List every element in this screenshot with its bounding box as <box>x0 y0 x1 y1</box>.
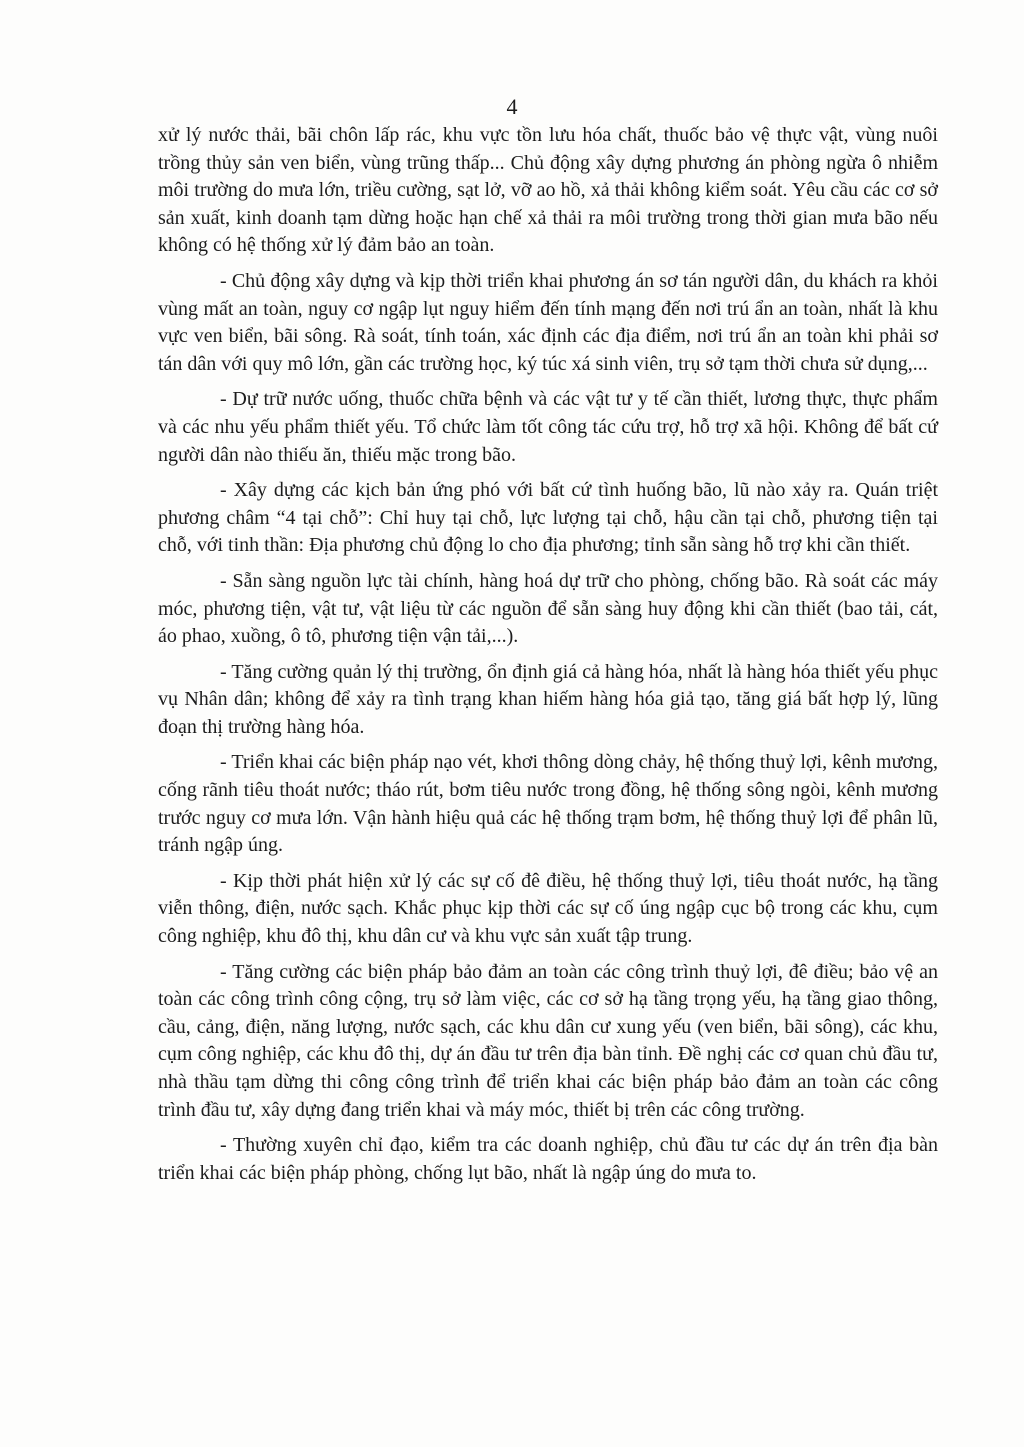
paragraph-inspection: - Thường xuyên chỉ đạo, kiểm tra các doanh nghiệp, chủ đầu tư các dự án trên địa bàn triển khai các biện pháp phòng, chống lụt bão, nhất là ngập úng do mưa to. <box>158 1134 938 1184</box>
paragraph-financial-resources: - Sẵn sàng nguồn lực tài chính, hàng hoá dự trữ cho phòng, chống bão. Rà soát các máy móc, phương tiện, vật tư, vật liệu từ các nguồn để sẵn sàng huy động khi cần thiết (bao tải, cát, áo phao, xuồng, ô tô, phương tiện vận tải,...). <box>158 569 938 648</box>
paragraph-market-management: - Tăng cường quản lý thị trường, ổn định giá cả hàng hóa, nhất là hàng hóa thiết yếu phục vụ Nhân dân; không để xảy ra tình trạng khan hiếm hàng hóa giả tạo, tăng giá bất hợp lý, lũng đoạn thị trường hàng hóa. <box>158 660 938 738</box>
paragraph-infrastructure-safety: - Tăng cường các biện pháp bảo đảm an toàn các công trình thuỷ lợi, đê điều; bảo vệ an toàn các công trình công cộng, trụ sở làm việc, các cơ sở hạ tầng trọng yếu, hạ tầng giao thông, cầu, cảng, điện, năng lượng, nước sạch, các khu dân cư xung yếu (ven biển, bãi sông), các khu, cụm công nghiệp, các khu đô thị, dự án đầu tư trên địa bàn tỉnh. Đề nghị các cơ quan chủ đầu tư, nhà thầu tạm dừng thi công công trình để triển khai các biện pháp bảo đảm an toàn các công trình đầu tư, xây dựng đang triển khai và máy móc, thiết bị trên các công trường. <box>158 960 938 1121</box>
paragraph-drainage: - Triển khai các biện pháp nạo vét, khơi thông dòng chảy, hệ thống thuỷ lợi, kênh mương, cống rãnh tiêu thoát nước; tháo rút, bơm tiêu nước trong đồng, hệ thống sông ngòi, kênh mương trước nguy cơ mưa lớn. Vận hành hiệu quả các hệ thống trạm bơm, hệ thống thuỷ lợi để phân lũ, tránh ngập úng. <box>158 751 938 857</box>
paragraph-incident-response: - Kịp thời phát hiện xử lý các sự cố đê điều, hệ thống thuỷ lợi, tiêu thoát nước, hạ tầng viễn thông, điện, nước sạch. Khắc phục kịp thời các sự cố úng ngập cục bộ trong các khu, cụm công nghiệp, khu đô thị, khu dân cư và khu vực sản xuất tập trung. <box>158 869 938 948</box>
paragraph-environment-continuation: xử lý nước thải, bãi chôn lấp rác, khu vực tồn lưu hóa chất, thuốc bảo vệ thực vật, vùng nuôi trồng thủy sản ven biển, vùng trũng thấp... Chủ động xây dựng phương án phòng ngừa ô nhiễm môi trường do mưa lớn, triều cường, sạt lở, vỡ ao hồ, xả thải không kiểm soát. Yêu cầu các cơ sở sản xuất, kinh doanh tạm dừng hoặc hạn chế xả thải ra môi trường trong thời gian mưa bão nếu không có hệ thống xử lý đảm bảo an toàn. <box>158 124 938 257</box>
document-body <box>158 122 938 1195</box>
paragraph-reserves: - Dự trữ nước uống, thuốc chữa bệnh và các vật tư y tế cần thiết, lương thực, thực phẩm và các nhu yếu phẩm thiết yếu. Tổ chức làm tốt công tác cứu trợ, hỗ trợ xã hội. Không để bất cứ người dân nào thiếu ăn, thiếu mặc trong bão. <box>158 388 938 466</box>
page-number: 4 <box>506 94 518 119</box>
paragraph-scenarios: - Xây dựng các kịch bản ứng phó với bất cứ tình huống bão, lũ nào xảy ra. Quán triệt phương châm “4 tại chỗ”: Chỉ huy tại chỗ, lực lượng tại chỗ, hậu cần tại chỗ, phương tiện tại chỗ, với tinh thần: Địa phương chủ động lo cho địa phương; tỉnh sẵn sàng hỗ trợ khi cần thiết. <box>158 479 938 557</box>
paragraph-evacuation: - Chủ động xây dựng và kịp thời triển khai phương án sơ tán người dân, du khách ra khỏi vùng mất an toàn, nguy cơ ngập lụt nguy hiểm đến tính mạng đến nơi trú ẩn an toàn, nhất là khu vực ven biển, bãi sông. Rà soát, tính toán, xác định các địa điểm, nơi trú ẩn an toàn khi phải sơ tán dân với quy mô lớn, gần các trường học, ký túc xá sinh viên, trụ sở tạm thời chưa sử dụng,... <box>158 269 938 375</box>
